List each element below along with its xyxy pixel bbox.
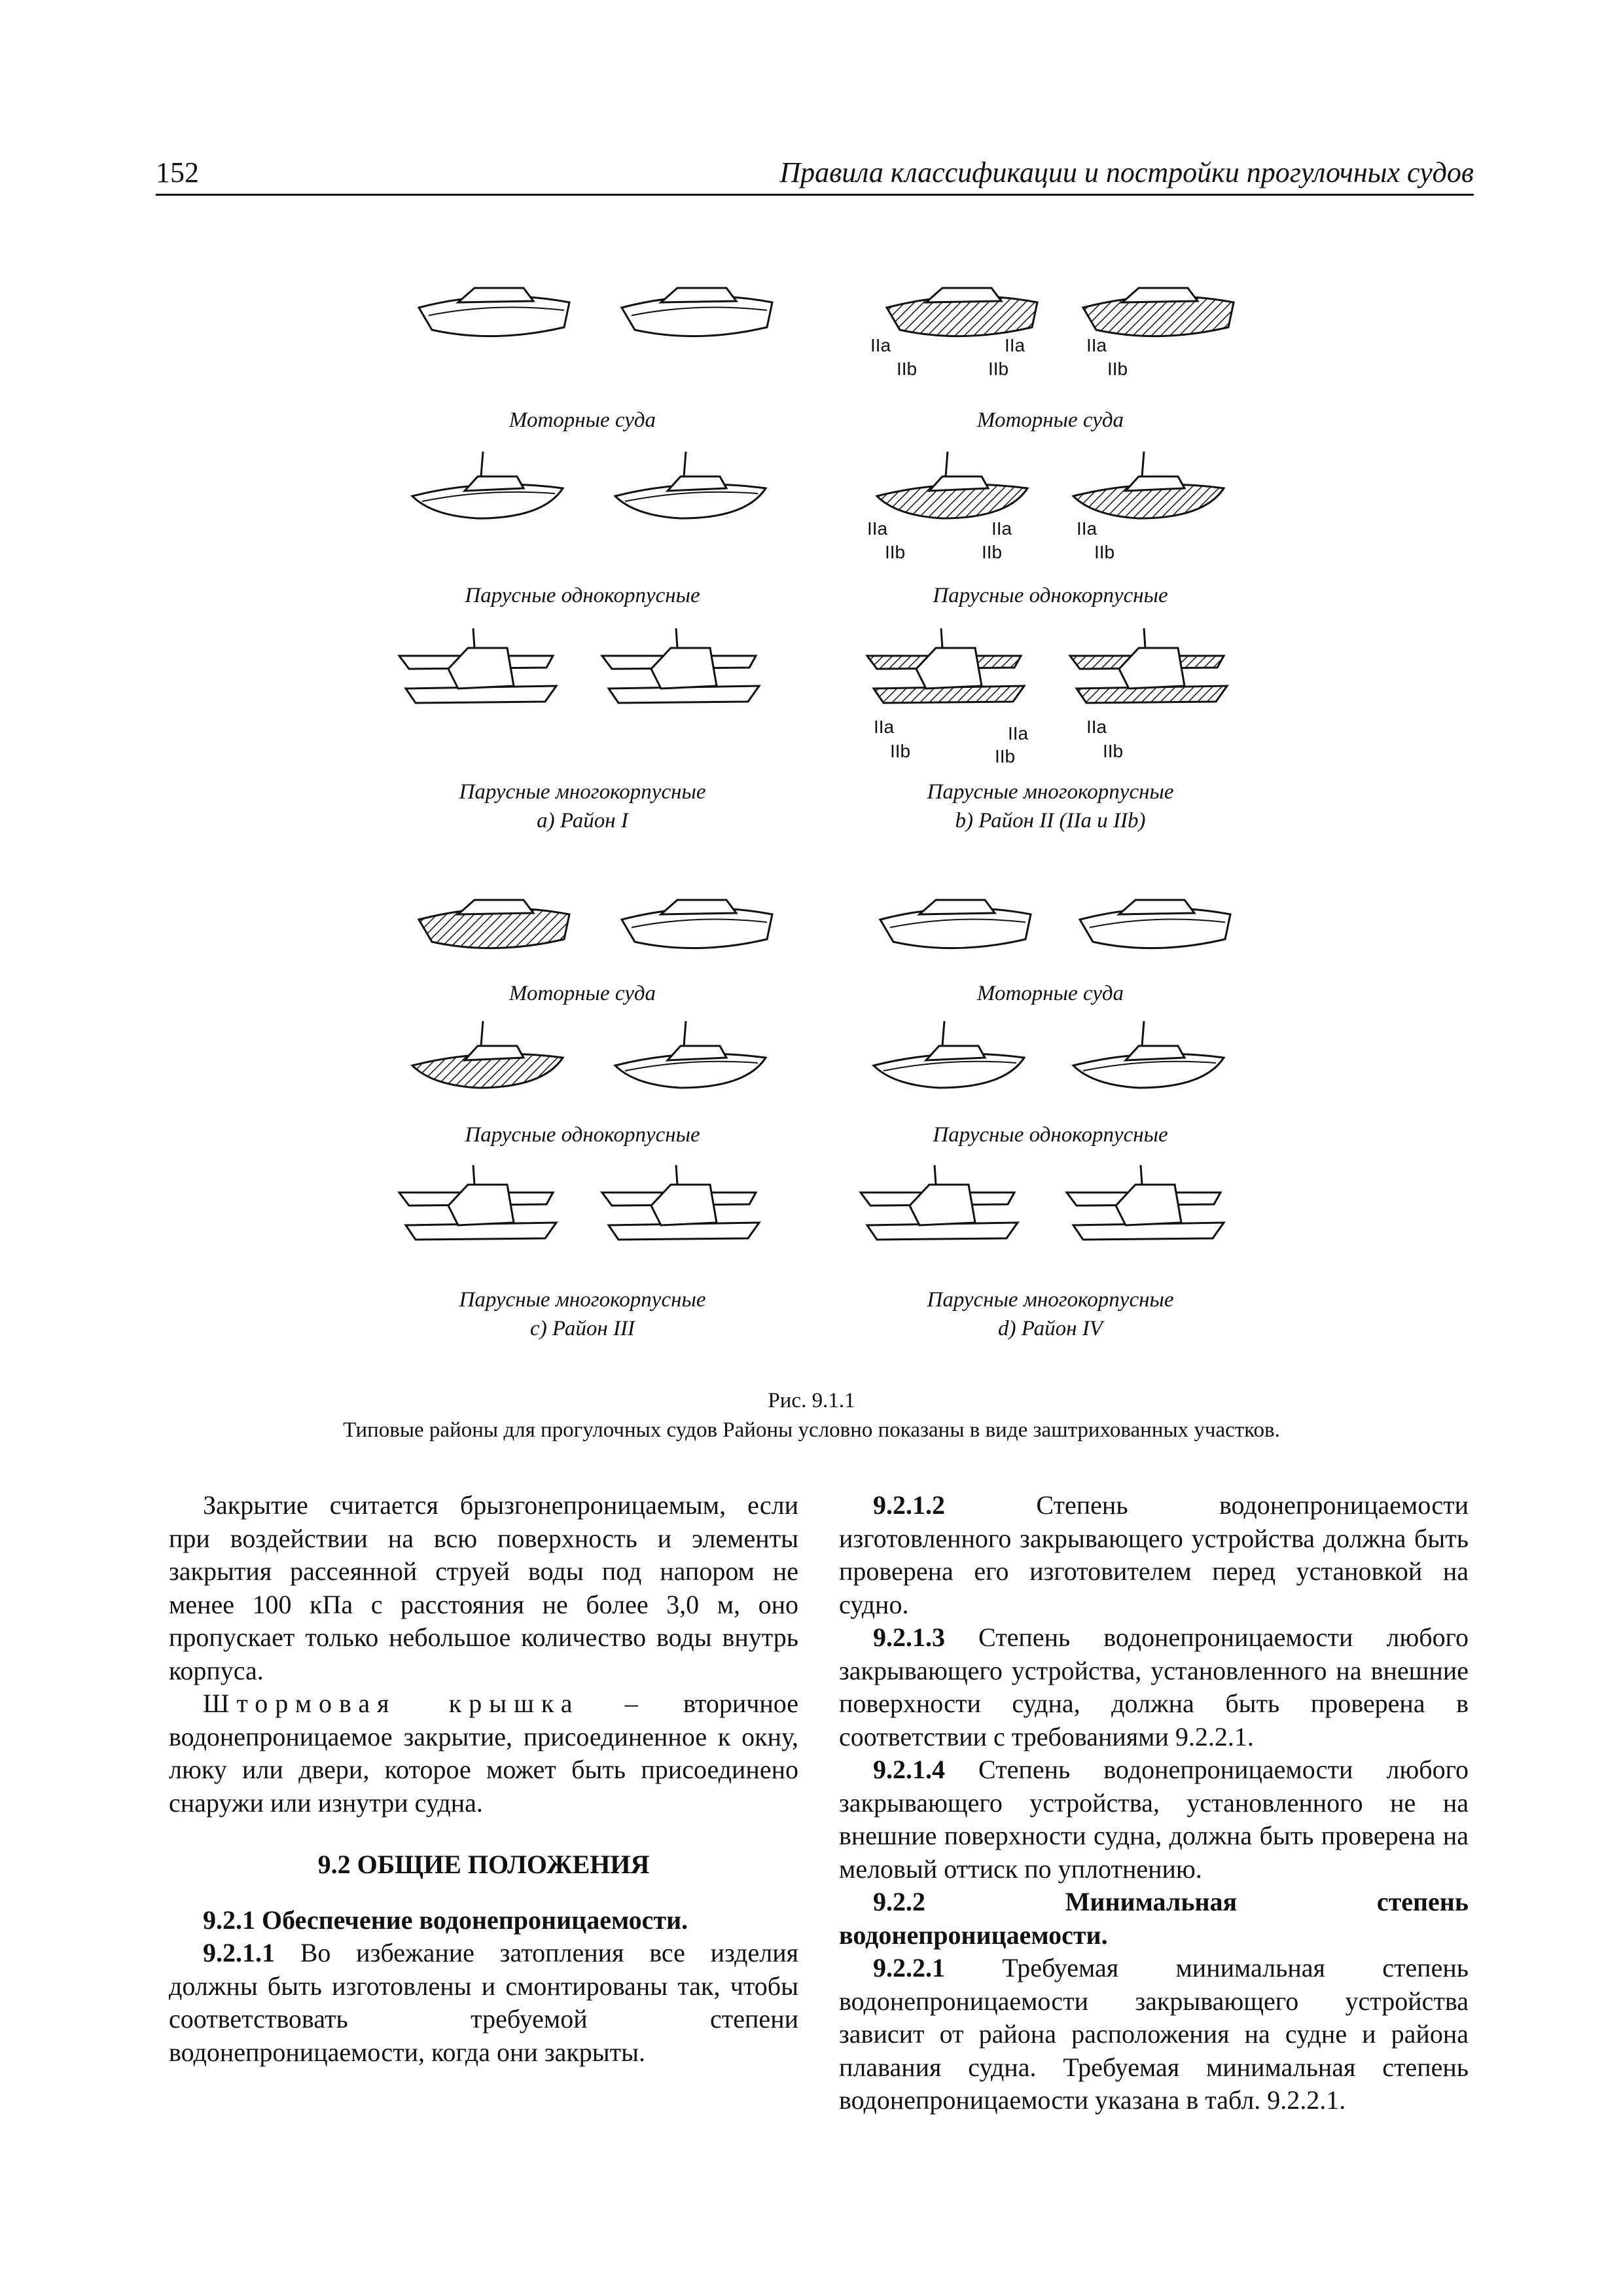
boat-motor-c1 xyxy=(412,874,576,965)
boat-motor-d1 xyxy=(874,874,1037,965)
boat-motor-a2 xyxy=(615,262,779,353)
tag-iib-b8: IIb xyxy=(995,746,1016,766)
caption-sail-mono-b: Парусные однокорпусные xyxy=(933,584,1168,607)
paragraph: 9.2.1.3 Степень водонепроницаемости любого закрывающего устройства, установленного на внешние поверхности судна, должна быть проверена в соответствии с требованиями 9.2.2.1. xyxy=(839,1623,1469,1751)
section-heading: 9.2 ОБЩИЕ ПОЛОЖЕНИЯ xyxy=(317,1850,650,1879)
caption-motor-b: Моторные суда xyxy=(976,408,1124,432)
tag-iib-b3: IIb xyxy=(1107,359,1128,379)
caption-sail-multi-b: Парусные многокорпусные xyxy=(927,780,1174,804)
boat-multi-d1 xyxy=(857,1165,1021,1257)
boat-multi-a1 xyxy=(396,628,560,720)
tag-iia-b8: IIa xyxy=(1008,723,1029,744)
paragraph: 9.2.1.4 Степень водонепроницаемости любого закрывающего устройства, установленного не на внешние поверхности судна, должна быть проверена на меловый оттиск по уплотнению. xyxy=(839,1755,1469,1884)
caption-sail-mono-c: Парусные однокорпусные xyxy=(465,1123,700,1147)
caption-sail-multi-d: Парусные многокорпусные xyxy=(927,1288,1174,1312)
paragraph: Закрытие считается брызгонепроницаемым, если при воздействии на всю поверхность и элементы закрытия рассеянной струей воды под напором не менее 100 кПа с расстояния не более 3,0 м, оно пропускает только небольшое количество воды внутрь корпуса. xyxy=(169,1490,798,1685)
boat-sail-d1 xyxy=(867,1014,1031,1106)
zone-label-a: a) Район I xyxy=(537,809,628,833)
subsection-heading: 9.2.2 Минимальная степень водонепроницаемости. xyxy=(839,1887,1469,1950)
caption-sail-multi-c: Парусные многокорпусные xyxy=(459,1288,706,1312)
boat-motor-a1 xyxy=(412,262,576,353)
tag-iia-b3: IIa xyxy=(1086,335,1107,355)
paragraph: 9.2.2.1 Требуемая минимальная степень водонепроницаемости закрывающего устройства зависит от района расположения на судне и района плавания судна. Требуемая минимальная степень водонепроницаемости указана в табл. 9.2.2.1. xyxy=(839,1953,1469,2115)
caption-motor-a: Моторные суда xyxy=(508,408,656,432)
boat-multi-d2 xyxy=(1063,1165,1227,1257)
boat-sail-a2 xyxy=(609,445,772,537)
page-number: 152 xyxy=(156,156,199,188)
boat-multi-b2 xyxy=(1067,628,1230,720)
tag-iib-b9: IIb xyxy=(1103,741,1124,761)
boat-multi-b1 xyxy=(864,628,1027,720)
boat-multi-c2 xyxy=(599,1165,762,1257)
tag-iia-b5: IIa xyxy=(991,518,1012,539)
text-column-left xyxy=(169,1489,798,2069)
caption-sail-mono-d: Парусные однокорпусные xyxy=(933,1123,1168,1147)
boat-sail-a1 xyxy=(406,445,569,537)
caption-sail-mono-a: Парусные однокорпусные xyxy=(465,584,700,607)
boat-multi-c1 xyxy=(396,1165,560,1257)
figure-number: Рис. 9.1.1 xyxy=(768,1389,855,1412)
zone-label-c: c) Район III xyxy=(530,1317,635,1340)
term-storm-cover: Штормовая крышка xyxy=(203,1689,580,1718)
boat-multi-a2 xyxy=(599,628,762,720)
boat-motor-c2 xyxy=(615,874,779,965)
paragraph: 9.2.1.2 Степень водонепроницаемости изготовленного закрывающего устройства должна быть проверена его изготовителем перед установкой на судно. xyxy=(839,1490,1469,1619)
tag-iia-b7: IIa xyxy=(874,717,895,737)
zone-label-b: b) Район II (IIa и IIb) xyxy=(955,809,1146,833)
boat-sail-c1 xyxy=(406,1014,569,1106)
tag-iib-b1: IIb xyxy=(897,359,918,379)
text-column-right xyxy=(839,1489,1469,2117)
tag-iib-b4: IIb xyxy=(885,542,906,562)
caption-sail-multi-a: Парусные многокорпусные xyxy=(459,780,706,804)
caption-motor-c: Моторные суда xyxy=(508,982,656,1005)
tag-iia-b6: IIa xyxy=(1077,518,1097,539)
tag-iib-b2: IIb xyxy=(988,359,1009,379)
tag-iib-b6: IIb xyxy=(1094,542,1115,562)
caption-motor-d: Моторные суда xyxy=(976,982,1124,1005)
boat-sail-c2 xyxy=(609,1014,772,1106)
tag-iia-b1: IIa xyxy=(870,335,891,355)
paragraph: 9.2.1.1 Во избежание затопления все изделия должны быть изготовлены и смонтированы так, чтобы соответствовать требуемой степени водонепроницаемости, когда они закрыты. xyxy=(169,1938,798,2067)
tag-iib-b5: IIb xyxy=(982,542,1003,562)
figure-description: Типовые районы для прогулочных судов Районы условно показаны в виде заштрихованных участков. xyxy=(343,1418,1280,1442)
boat-motor-d2 xyxy=(1073,874,1237,965)
zone-label-d: d) Район IV xyxy=(998,1317,1103,1340)
tag-iib-b7: IIb xyxy=(890,741,911,761)
tag-iia-b4: IIa xyxy=(867,518,888,539)
paragraph: Штормовая крышка – вторичное водонепроницаемое закрытие, присоединенное к окну, люку или двери, которое может быть присоединено снаружи или изнутри судна. xyxy=(169,1689,799,1818)
tag-iia-b9: IIa xyxy=(1086,717,1107,737)
running-title: Правила классификации и постройки прогулочных судов xyxy=(779,156,1474,188)
subsection-heading: 9.2.1 Обеспечение водонепроницаемости. xyxy=(203,1905,688,1935)
boat-sail-d2 xyxy=(1067,1014,1230,1106)
tag-iia-b2: IIa xyxy=(1005,335,1026,355)
